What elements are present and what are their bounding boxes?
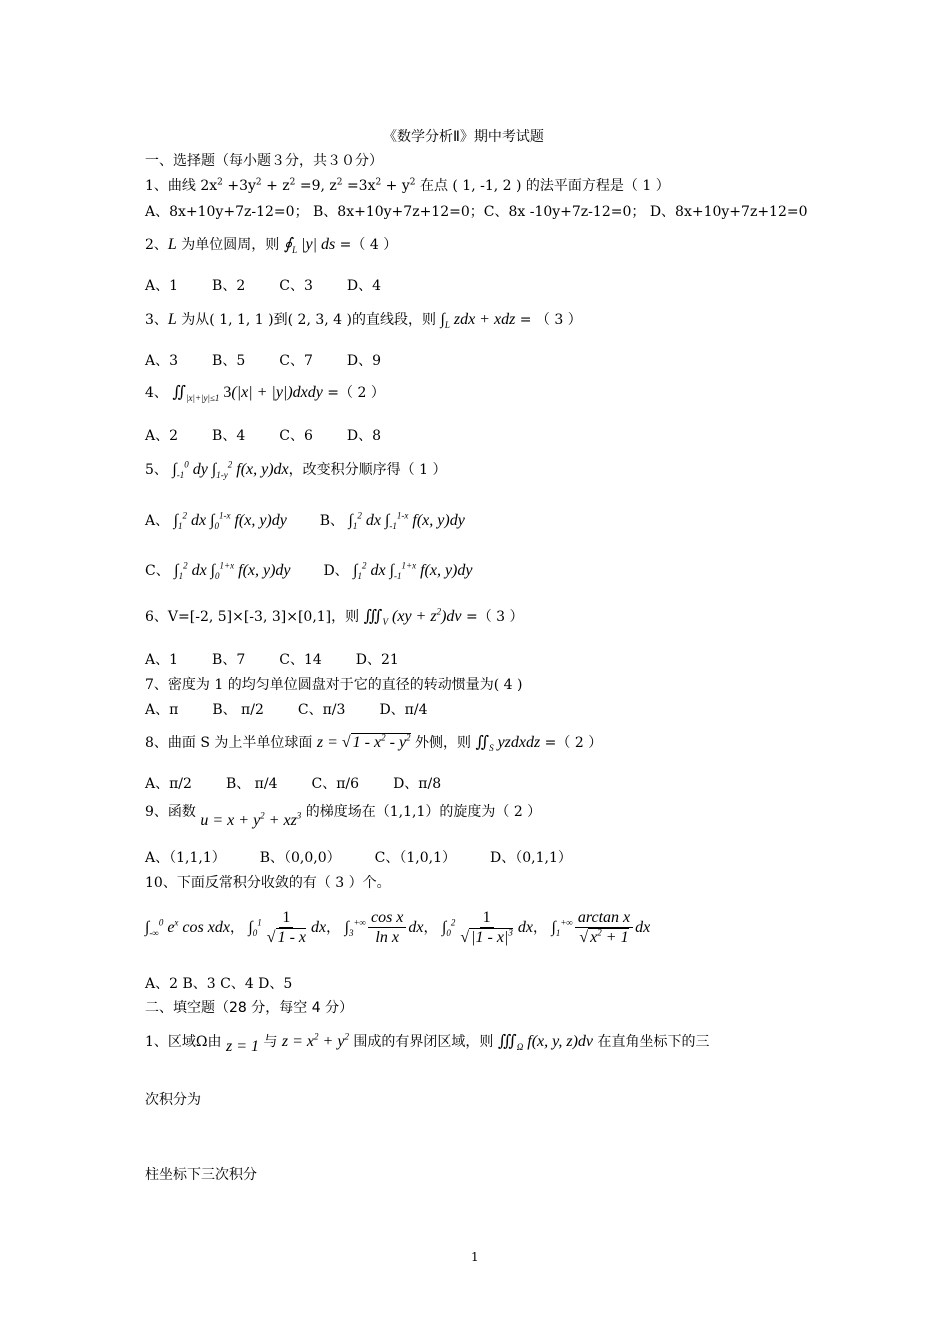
question-3: 3、L 为从( 1, 1, 1 )到( 2, 3, 4 )的直线段，则 $\int_L$ zdx + xdz = （ 3 ） (145, 311, 582, 331)
question-5: 5、 $\int_{-1}^0$ dy $\int_{1-y}^2$ f(x, y)dx，改变积分顺序得（ 1 ） (145, 459, 447, 481)
question-9-options: A、（1,1,1） B、（0,0,0） C、（1,0,1） D、（0,1,1） (145, 850, 572, 866)
section-1-heading: 一、选择题（每小题３分，共３０分） (145, 153, 383, 169)
question-5-options-ab: A、 $\int_1^2$ dx $\int_0^{1-x}$ f(x, y)dy B、 $\int_1^2$ dx $\int_{-1}^{1-x}$ f(x, y)dy (145, 510, 465, 532)
fill-1-line-3: 柱坐标下三次积分 (145, 1167, 257, 1183)
fill-1-line-2: 次积分为 (145, 1092, 201, 1108)
fill-1: 1、区域Ω由 z = 1 与 $z = x^2 + y^2$ 围成的有界闭区域，则 $∭_\Omega$ f(x, y, z)dv 在直角坐标下的三 (145, 1031, 710, 1055)
question-7-options: A、π B、 π/2 C、π/3 D、π/4 (145, 702, 428, 718)
question-9: 9、函数 $u = x + y^2 + xz^3$ 的梯度场在（1,1,1）的旋度为（ 2 ） (145, 804, 542, 829)
question-10: 10、下面反常积分收敛的有（ 3 ）个。 (145, 875, 391, 891)
question-8: 8、曲面 S 为上半单位球面 z = √ $1 - x^2 - y^2$ 外侧，则 $∬_S$ yzdxdz =（ 2 ） (145, 732, 603, 754)
question-8-options: A、π/2 B、 π/4 C、π/6 D、π/8 (145, 776, 442, 792)
question-1-options: A、8x+10y+7z-12=0； B、8x+10y+7z+12=0；C、8x -10y+7z-12=0； D、8x+10y+7z+12=0 (145, 204, 808, 220)
question-4: 4、 $∬_{|x|+|y|\le 1}$ 3(|x| + |y|)dxdy =（ 2 ） (145, 384, 385, 404)
question-1: 1、曲线 $2x^2 +3y^2 + z^2 =9$, $z^2 =3x^2 + y^2$ 在点 ( 1, -1, 2 ) 的法平面方程是（ 1 ） (145, 177, 670, 194)
question-7: 7、密度为 1 的均匀单位圆盘对于它的直径的转动惯量为( 4 ) (145, 677, 523, 693)
question-10-integrals: $\int_{-\infty}^0$ $e^x$ cos xdx， $\int_0^1$ $\frac{1}{√ 1 - x}$ dx， $\int_3^{+\infty}$ $\frac{\text{cos x}}{\text{ln x}}$ dx， $\int_0^2$ $\frac{1}{√ |1 - x|^3}$ dx， $\int_1^{+\infty}$ $\frac{\text{arctan x}}{√ x^2 + 1}$ dx (145, 908, 651, 946)
question-4-options: A、2 B、4 C、6 D、8 (145, 428, 381, 444)
q2-integral: $∮_L$ |y| ds (283, 236, 336, 256)
question-10-options: A、2 B、3 C、4 D、5 (145, 976, 293, 992)
section-2-heading: 二、填空题（28 分，每空 4 分） (145, 1000, 354, 1016)
question-6: 6、V=[-2, 5]×[-3, 3]×[0,1]，则 $∭_V$ $(xy + z^2)dv$ =（ 3 ） (145, 606, 524, 628)
question-2-options: A、1 B、2 C、3 D、4 (145, 278, 381, 294)
question-3-options: A、3 B、5 C、7 D、9 (145, 353, 381, 369)
question-2: 2、L 为单位圆周，则 $∮_L$ |y| ds =（ 4 ） (145, 236, 398, 256)
page-number: 1 (471, 1250, 479, 1264)
question-5-options-cd: C、 $\int_1^2$ dx $\int_0^{1+x}$ f(x, y)dy D、 $\int_1^2$ dx $\int_{-1}^{1+x}$ f(x, y)dy (145, 560, 473, 582)
question-6-options: A、1 B、7 C、14 D、21 (145, 652, 399, 668)
page-title: 《数学分析Ⅱ》期中考试题 (383, 129, 544, 145)
